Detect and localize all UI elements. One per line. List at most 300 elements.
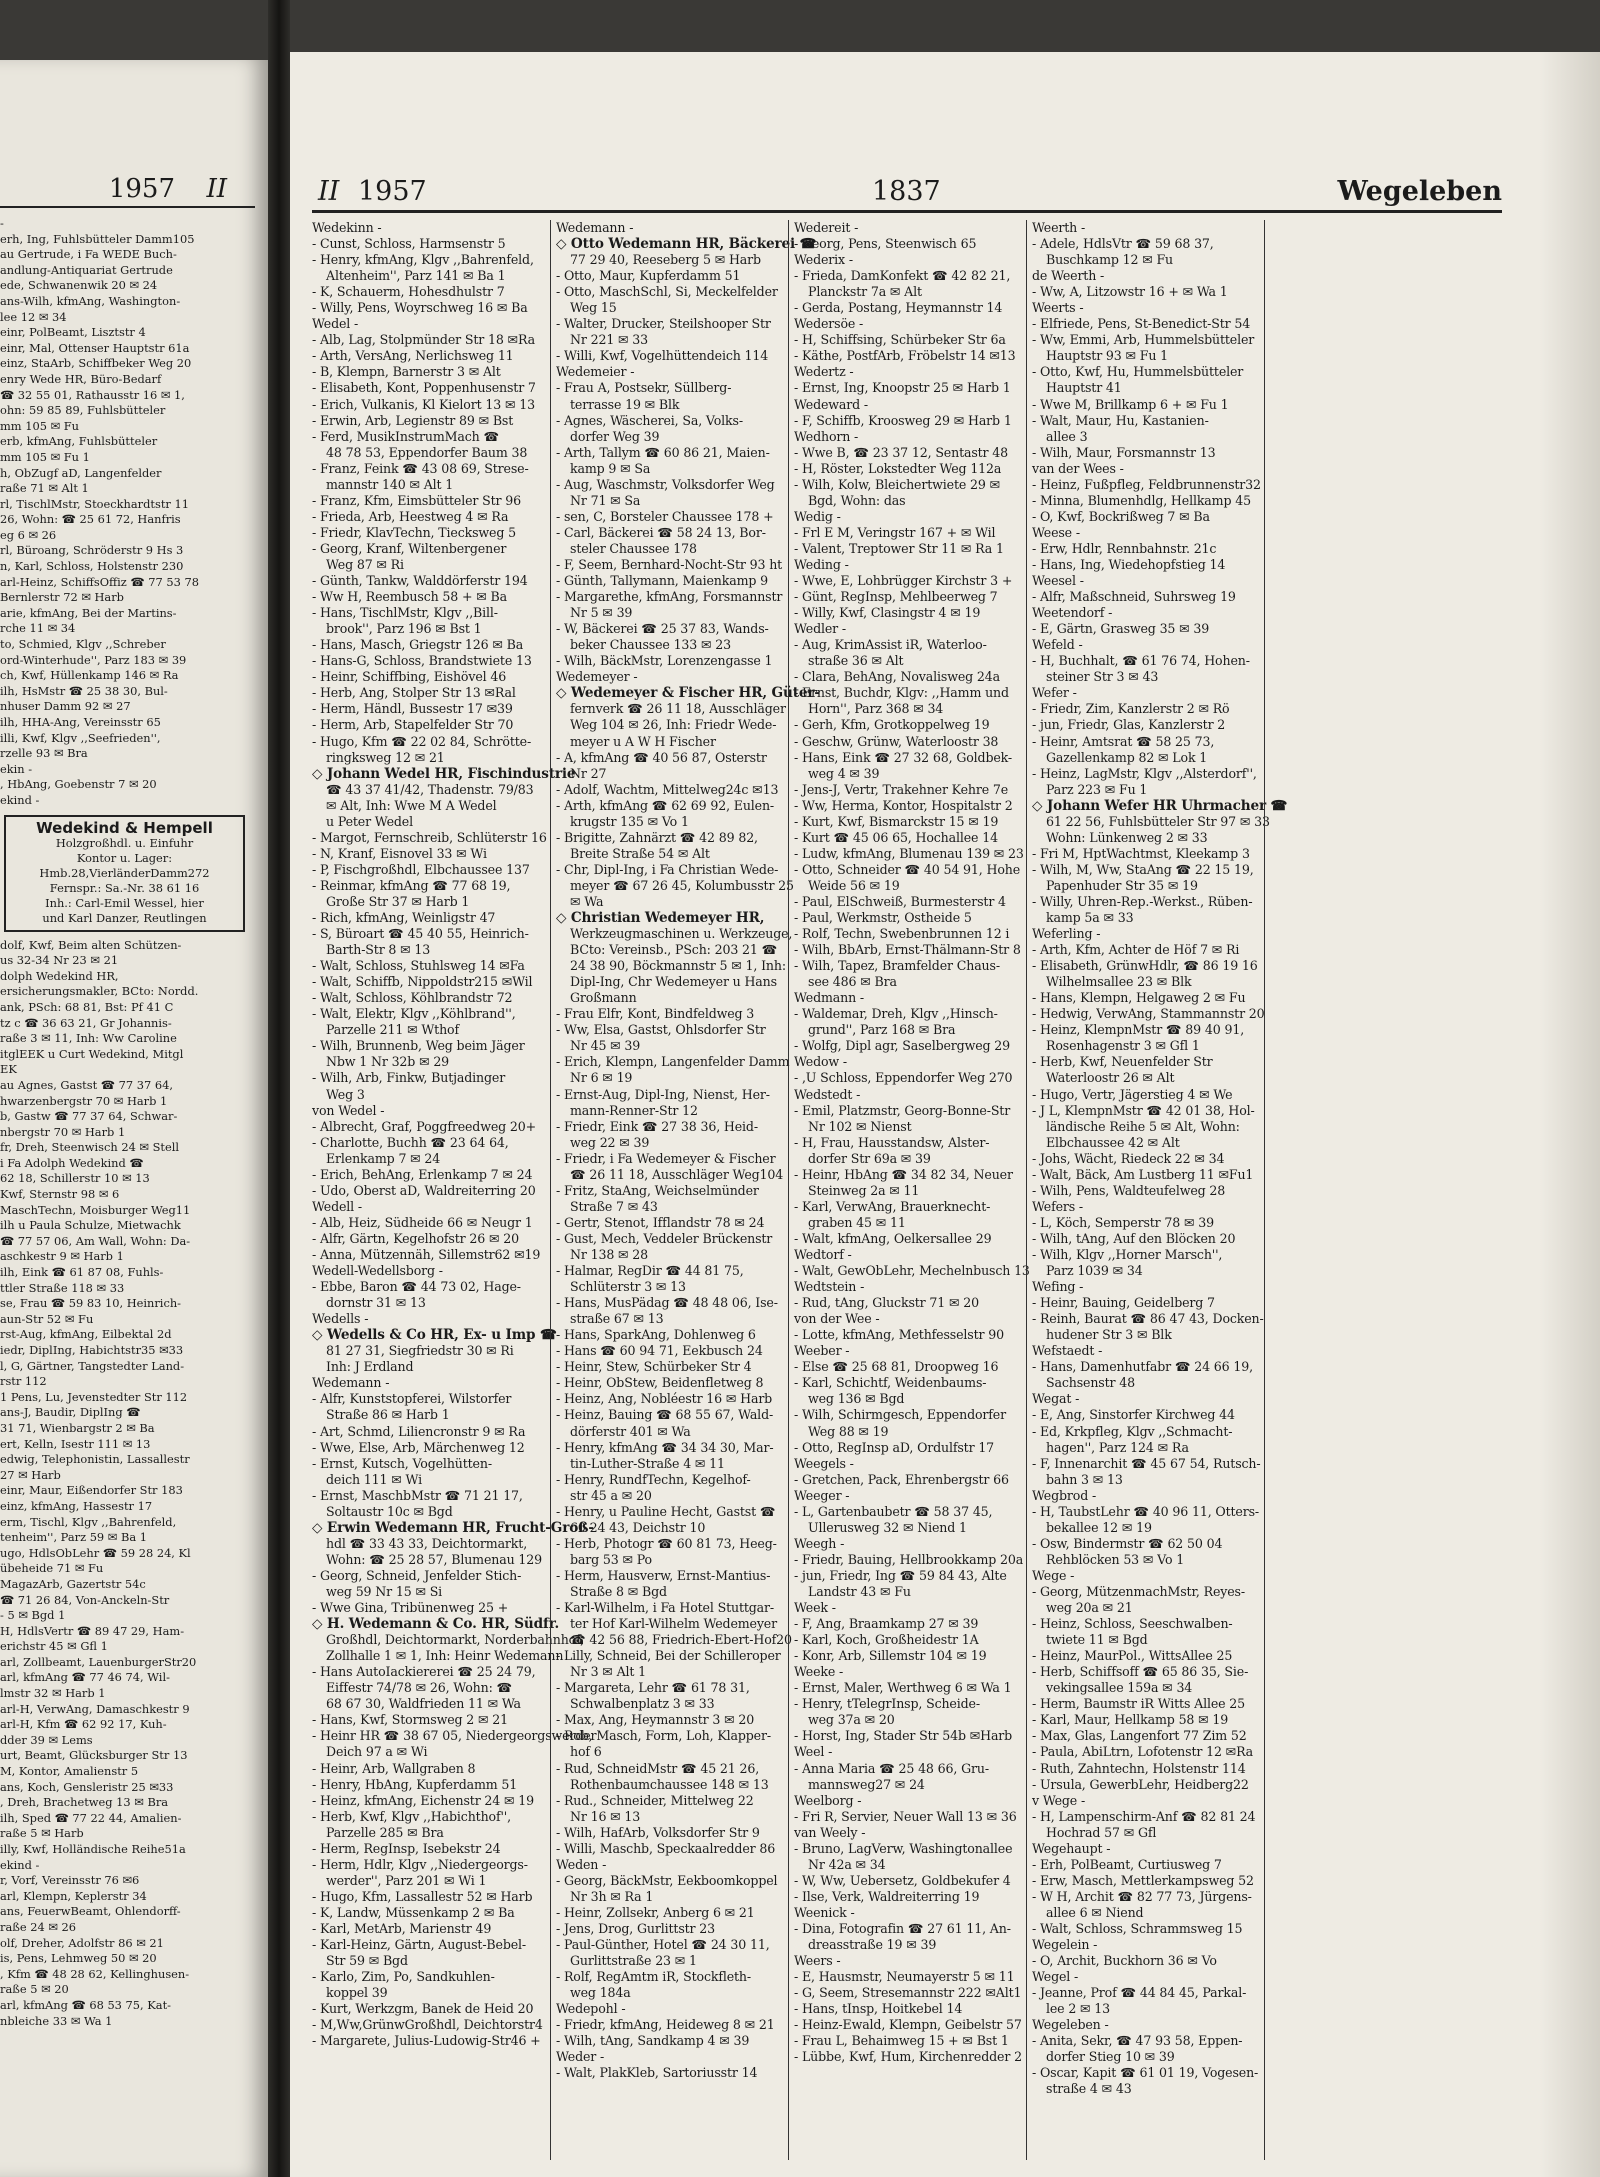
listing-line: - Herm, Baumstr iR Witts Allee 25 bbox=[1032, 1696, 1246, 1712]
left-page-line: ans, FeuerwBeamt, Ohlendorff- bbox=[0, 1904, 181, 1919]
listing-line: allee 3 bbox=[1046, 428, 1088, 444]
listing-line: vekingsallee 159a ✉ 34 bbox=[1046, 1680, 1193, 1696]
left-page-line: i Fa Adolph Wedekind ☎ bbox=[0, 1155, 144, 1170]
surname-heading: - Franz, Feink ☎ 43 08 69, Strese- bbox=[312, 460, 529, 476]
surname-heading: Weder - bbox=[556, 2049, 605, 2065]
listing-line: - N, Kranf, Eisnovel 33 ✉ Wi bbox=[312, 845, 487, 861]
surname-heading: Wedekinn - bbox=[312, 220, 382, 235]
surname-heading: Wedeward - bbox=[794, 396, 869, 412]
listing-line: - Wilh, tAng, Sandkamp 4 ✉ 39 bbox=[556, 2033, 750, 2049]
listing-line: - Frieda, DamKonfekt ☎ 42 82 21, bbox=[794, 268, 1011, 284]
left-page-line: einz, StaArb, Schiffbeker Weg 20 bbox=[0, 356, 192, 371]
listing-line: Nr 102 ✉ Nienst bbox=[808, 1118, 912, 1134]
left-page-line: raße 5 ✉ 20 bbox=[0, 1982, 69, 1997]
listing-line: Bgd, Wohn: das bbox=[808, 492, 906, 508]
advertisement-line: und Karl Danzer, Reutlingen bbox=[42, 910, 207, 925]
surname-heading: Wedereit - bbox=[794, 220, 859, 235]
listing-line: - Heinr, Amtsrat ☎ 58 25 73, bbox=[1032, 733, 1215, 749]
listing-line: - Rud, tAng, Gluckstr 71 ✉ 20 bbox=[794, 1295, 979, 1311]
listing-line: 48 78 53, Eppendorfer Baum 38 bbox=[326, 444, 528, 460]
surname-heading: Wegeleben - bbox=[1032, 2017, 1109, 2033]
listing-line: kamp 9 ✉ Sa bbox=[570, 460, 651, 476]
listing-line: beker Chaussee 133 ✉ 23 bbox=[570, 637, 731, 653]
listing-line: 81 27 31, Siegfriedstr 30 ✉ Ri bbox=[326, 1343, 514, 1359]
listing-line: - B, Klempn, Barnerstr 3 ✉ Alt bbox=[312, 364, 501, 380]
listing-line: weg 184a bbox=[570, 1985, 631, 2001]
listing-line: weg 59 Nr 15 ✉ Si bbox=[326, 1583, 443, 1599]
listing-line: - Margarethe, kfmAng, Forsmannstr bbox=[556, 589, 783, 605]
listing-line: straße 36 ✉ Alt bbox=[808, 653, 904, 669]
listing-line: Wohn: ☎ 25 28 57, Blumenau 129 bbox=[326, 1551, 542, 1567]
listing-line: tin-Luther-Straße 4 ✉ 11 bbox=[570, 1455, 725, 1471]
listing-line: - Hedwig, VerwAng, Stammannstr 20 bbox=[1032, 1006, 1265, 1022]
surname-heading: Wedig - bbox=[794, 508, 841, 524]
listing-line: Schwalbenplatz 3 ✉ 33 bbox=[570, 1696, 715, 1712]
listing-line: - Herm, Händl, Bussestr 17 ✉39 bbox=[312, 701, 513, 717]
listing-line: meyer u A W H Fischer bbox=[570, 733, 716, 749]
page-number: 1837 bbox=[872, 176, 941, 207]
surname-heading: Wedersöe - bbox=[794, 316, 864, 332]
listing-line: - Ilse, Verk, Waldreiterring 19 bbox=[794, 1888, 980, 1904]
listing-line: Sachsenstr 48 bbox=[1046, 1375, 1135, 1391]
listing-line: - Osw, Bindermstr ☎ 62 50 04 bbox=[1032, 1535, 1223, 1551]
listing-line: - Wilh, Klgv ,,Horner Marsch'', bbox=[1032, 1247, 1223, 1262]
surname-heading: - Waldemar, Dreh, Klgv ,,Hinsch- bbox=[794, 1006, 998, 1022]
advertisement-line: Kontor u. Lager: bbox=[76, 850, 173, 865]
listing-line: weg 22 ✉ 39 bbox=[570, 1134, 650, 1150]
left-page-line: ☎ 77 57 06, Am Wall, Wohn: Da- bbox=[0, 1233, 191, 1248]
left-page-line: Bernlerstr 72 ✉ Harb bbox=[0, 590, 124, 605]
listing-line: Hauptstr 93 ✉ Fu 1 bbox=[1046, 348, 1169, 364]
listing-line: - K, Schauerm, Hohesdhulstr 7 bbox=[312, 284, 505, 300]
listing-line: Nr 27 bbox=[570, 765, 607, 781]
surname-heading: - Ernst, Kutsch, Vogelhütten- bbox=[312, 1455, 492, 1471]
surname-heading: Weers - bbox=[794, 1953, 841, 1969]
surname-heading: Week - bbox=[794, 1600, 836, 1616]
listing-line: Zollhalle 1 ✉ 1, Inh: Heinr Wedemann bbox=[326, 1648, 564, 1664]
listing-line: - Wilh, M, Ww, StaAng ☎ 22 15 19, bbox=[1032, 861, 1254, 877]
listing-line: - Reinmar, kfmAng ☎ 77 68 19, bbox=[312, 877, 511, 893]
left-page-line: MaschTechn, Moisburger Weg11 bbox=[0, 1202, 191, 1217]
left-page-line: arl-Heinz, SchiffsOffiz ☎ 77 53 78 bbox=[0, 574, 199, 589]
surname-heading: Wedel - bbox=[312, 316, 359, 332]
listing-line: barg 53 ✉ Po bbox=[570, 1551, 652, 1567]
surname-heading: - Oscar, Kapit ☎ 61 01 19, Vogesen- bbox=[1032, 2065, 1259, 2081]
listing-line: - Walt, Schloss, Schrammsweg 15 bbox=[1032, 1920, 1243, 1936]
surname-heading: - Karl, VerwAng, Brauerknecht- bbox=[794, 1198, 991, 1214]
surname-heading: - S, Büroart ☎ 45 40 55, Heinrich- bbox=[312, 926, 529, 942]
left-page-line: ersicherungsmakler, BCto: Nordd. bbox=[0, 984, 199, 999]
surname-heading: Wefer - bbox=[1032, 685, 1077, 701]
listing-line: Nr 3h ✉ Ra 1 bbox=[570, 1888, 654, 1904]
left-page-line: ilh u Paula Schulze, Mietwachk bbox=[0, 1218, 181, 1233]
left-page-line: M, Kontor, Amalienstr 5 bbox=[0, 1764, 139, 1779]
left-page-line: ekin - bbox=[0, 761, 33, 776]
surname-heading: Wege - bbox=[1032, 1567, 1075, 1583]
left-page-line: - bbox=[0, 216, 4, 230]
listing-line: mann-Renner-Str 12 bbox=[570, 1102, 698, 1118]
listing-line: straße 4 ✉ 43 bbox=[1046, 2081, 1132, 2097]
surname-heading: Wefstaedt - bbox=[1032, 1343, 1103, 1359]
listing-line: - Ernst, Buchdr, Klgv: ,,Hamm und bbox=[794, 685, 1009, 701]
surname-heading: - Karlo, Zim, Po, Sandkuhlen- bbox=[312, 1969, 495, 1985]
listing-line: Werkzeugmaschinen u. Werkzeuge, bbox=[570, 926, 793, 942]
left-page-line: ede, Schwanenwik 20 ✉ 24 bbox=[0, 278, 158, 293]
surname-heading: Wegelein - bbox=[1032, 1937, 1098, 1953]
surname-heading: ◇ Erwin Wedemann HR, Frucht-Groß- bbox=[312, 1519, 594, 1536]
listing-line: Eiffestr 74/78 ✉ 26, Wohn: ☎ bbox=[326, 1680, 513, 1696]
listing-line: - Henry, u Pauline Hecht, Gastst ☎ bbox=[556, 1503, 776, 1519]
left-page-line: eg 6 ✉ 26 bbox=[0, 527, 57, 542]
listing-line: - Hans, tInsp, Hoitkebel 14 bbox=[794, 2001, 963, 2017]
left-page-line: olf, Dreher, Adolfstr 86 ✉ 21 bbox=[0, 1935, 164, 1950]
left-page-line: ekind - bbox=[0, 792, 40, 807]
listing-line: - Alb, Heiz, Südheide 66 ✉ Neugr 1 bbox=[312, 1214, 533, 1230]
listing-line: Steinweg 2a ✉ 11 bbox=[808, 1182, 920, 1198]
listing-line: lee 2 ✉ 13 bbox=[1046, 2001, 1111, 2017]
surname-heading: Weegh - bbox=[794, 1535, 845, 1551]
left-page-line: itglEEK u Curt Wedekind, Mitgl bbox=[0, 1046, 184, 1061]
left-page-line: 27 ✉ Harb bbox=[0, 1467, 61, 1482]
listing-line: - Adele, HdlsVtr ☎ 59 68 37, bbox=[1032, 236, 1214, 252]
listing-line: - Max, Ang, Heymannstr 3 ✉ 20 bbox=[556, 1712, 755, 1728]
left-page-line: ch, Kwf, Hüllenkamp 146 ✉ Ra bbox=[0, 668, 179, 683]
listing-line: ◇ H. Wedemann & Co. HR, Südfr. bbox=[312, 1616, 560, 1633]
surname-heading: - Willy, Uhren-Rep.-Werkst., Rüben- bbox=[1032, 893, 1253, 909]
surname-heading: - Wilh, Tapez, Bramfelder Chaus- bbox=[794, 958, 1000, 974]
left-page-line: ilh, Sped ☎ 77 22 44, Amalien- bbox=[0, 1810, 182, 1825]
left-page-line: rche 11 ✉ 34 bbox=[0, 621, 76, 636]
listing-line: Soltaustr 10c ✉ Bgd bbox=[326, 1503, 453, 1519]
listing-line: - Udo, Oberst aD, Waldreiterring 20 bbox=[312, 1182, 536, 1198]
left-page-line: - 5 ✉ Bgd 1 bbox=[0, 1608, 66, 1623]
listing-line: - Franz, Kfm, Eimsbütteler Str 96 bbox=[312, 492, 521, 508]
listing-line: - Friedr, KlavTechn, Tiecksweg 5 bbox=[312, 524, 516, 540]
listing-line: - Arth, Kfm, Achter de Höf 7 ✉ Ri bbox=[1032, 942, 1240, 958]
listing-line: Hauptstr 41 bbox=[1046, 380, 1122, 396]
left-page-line: mm 105 ✉ Fu 1 bbox=[0, 449, 90, 464]
listing-line: Waterloostr 26 ✉ Alt bbox=[1046, 1070, 1175, 1086]
listing-line: dorfer Weg 39 bbox=[570, 428, 660, 444]
book-gutter bbox=[268, 0, 290, 2177]
surname-heading: - Arth, Tallym ☎ 60 86 21, Maien- bbox=[556, 444, 770, 460]
listing-line: - Wwe M, Brillkamp 6 + ✉ Fu 1 bbox=[1032, 396, 1229, 412]
surname-heading: - W, Bäckerei ☎ 25 37 83, Wands- bbox=[556, 621, 769, 637]
listing-line: dorfer Str 69a ✉ 39 bbox=[808, 1150, 931, 1166]
listing-line: - Cunst, Schloss, Harmsenstr 5 bbox=[312, 236, 506, 252]
listing-line: - Karl, Maur, Hellkamp 58 ✉ 19 bbox=[1032, 1712, 1229, 1728]
listing-line: - G, Seem, Stresemannstr 222 ✉Alt1 bbox=[794, 1985, 1022, 2001]
listing-line: - Herm, Arb, Stapelfelder Str 70 bbox=[312, 717, 514, 733]
left-page-line: ans, Koch, Gensleristr 25 ✉33 bbox=[0, 1779, 174, 1794]
surname-heading: ◇ Wedemeyer & Fischer HR, Güter- bbox=[556, 685, 820, 702]
surname-heading: Weetendorf - bbox=[1032, 605, 1113, 621]
listing-line: - Heinz, Fußpfleg, Feldbrunnenstr32 bbox=[1032, 476, 1261, 492]
surname-heading: Wefeld - bbox=[1032, 637, 1083, 653]
left-page-line: nbergstr 70 ✉ Harb 1 bbox=[0, 1124, 126, 1139]
listing-line: Buschkamp 12 ✉ Fu bbox=[1046, 252, 1174, 268]
listing-line: - Walt, Bäck, Am Lustberg 11 ✉Fu1 bbox=[1032, 1166, 1254, 1182]
listing-line: - O, Archit, Buckhorn 36 ✉ Vo bbox=[1032, 1953, 1217, 1969]
surname-heading: - H, Buchhalt, ☎ 61 76 74, Hohen- bbox=[1032, 653, 1250, 669]
listing-line: - F, Seem, Bernhard-Nocht-Str 93 ht bbox=[556, 556, 783, 572]
listing-line: dornstr 31 ✉ 13 bbox=[326, 1295, 426, 1311]
surname-heading: de Weerth - bbox=[1032, 268, 1105, 284]
left-page-line: Kwf, Sternstr 98 ✉ 6 bbox=[0, 1187, 120, 1202]
listing-line: - O, Kwf, Bockrißweg 7 ✉ Ba bbox=[1032, 508, 1210, 524]
listing-line: Hochrad 57 ✉ Gfl bbox=[1046, 1824, 1157, 1840]
listing-line: - Ww H, Reembusch 58 + ✉ Ba bbox=[312, 589, 507, 605]
listing-line: steiner Str 3 ✉ 43 bbox=[1046, 669, 1159, 685]
listing-line: allee 6 ✉ Niend bbox=[1046, 1904, 1144, 1920]
left-page-line: raße 3 ✉ 11, Inh: Ww Caroline bbox=[0, 1031, 177, 1046]
surname-heading: Wegbrod - bbox=[1032, 1487, 1097, 1503]
listing-line: - Alfr, Kunststopferei, Wilstorfer bbox=[312, 1391, 512, 1407]
surname-heading: Weenick - bbox=[794, 1904, 855, 1920]
surname-heading: Weelborg - bbox=[794, 1792, 862, 1808]
listing-line: 60 24 43, Deichstr 10 bbox=[570, 1519, 706, 1535]
listing-line: Breite Straße 54 ✉ Alt bbox=[570, 845, 710, 861]
advertisement-box bbox=[4, 815, 245, 932]
listing-line: - A, kfmAng ☎ 40 56 87, Osterstr bbox=[556, 749, 767, 765]
surname-heading: van Weely - bbox=[794, 1824, 866, 1840]
listing-line: Papenhuder Str 35 ✉ 19 bbox=[1046, 877, 1198, 893]
surname-heading: - Jeanne, Prof ☎ 44 84 45, Parkal- bbox=[1032, 1985, 1247, 2001]
listing-line: - Hans ☎ 60 94 71, Eekbusch 24 bbox=[556, 1343, 763, 1359]
listing-line: - L, Köch, Semperstr 78 ✉ 39 bbox=[1032, 1214, 1214, 1230]
listing-line: - Wwe B, ☎ 23 37 12, Sentastr 48 bbox=[794, 444, 1009, 460]
listing-line: - Karl, Koch, Großheidestr 1A bbox=[794, 1632, 979, 1648]
listing-line: - Walt, PlakKleb, Sartoriusstr 14 bbox=[556, 2065, 758, 2081]
listing-line: - Hans, Ing, Wiedehopfstieg 14 bbox=[1032, 556, 1226, 572]
listing-line: - Johs, Wächt, Riedeck 22 ✉ 34 bbox=[1032, 1150, 1225, 1166]
left-page-line: ttler Straße 118 ✉ 33 bbox=[0, 1280, 125, 1295]
listing-line: koppel 39 bbox=[326, 1985, 388, 2001]
left-page-line: erm, Tischl, Klgv ,,Bahrenfeld, bbox=[0, 1514, 177, 1529]
left-page-line: raße 24 ✉ 26 bbox=[0, 1919, 76, 1934]
listing-line: - Günth, Tallymann, Maienkamp 9 bbox=[556, 573, 769, 589]
listing-line: Rehblöcken 53 ✉ Vo 1 bbox=[1046, 1551, 1185, 1567]
left-page-line: ans-J, Baudir, DiplIng ☎ bbox=[0, 1405, 141, 1420]
listing-line: Große Str 37 ✉ Harb 1 bbox=[326, 893, 470, 909]
listing-line: - Gerda, Postang, Heymannstr 14 bbox=[794, 300, 1003, 316]
listing-line: Nr 221 ✉ 33 bbox=[570, 332, 649, 348]
surname-heading: Wegel - bbox=[1032, 1969, 1079, 1985]
listing-line: Nbw 1 Nr 32b ✉ 29 bbox=[326, 1054, 450, 1070]
listing-line: - Ernst, MaschbMstr ☎ 71 21 17, bbox=[312, 1487, 523, 1503]
listing-line: - Elisabeth, Kont, Poppenhusenstr 7 bbox=[312, 380, 536, 396]
listing-line: Str 59 ✉ Bgd bbox=[326, 1953, 408, 1969]
surname-heading: - Aug, KrimAssist iR, Waterloo- bbox=[794, 637, 987, 653]
left-page-line: lee 12 ✉ 34 bbox=[0, 309, 67, 324]
surname-heading: - Rolf, RegAmtm iR, Stockfleth- bbox=[556, 1969, 751, 1985]
left-page-line: mm 105 ✉ Fu bbox=[0, 418, 79, 433]
left-page-line: dder 39 ✉ Lems bbox=[0, 1732, 93, 1747]
listing-line: ter Hof Karl-Wilhelm Wedemeyer bbox=[570, 1616, 777, 1632]
listing-line: - H, Röster, Lokstedter Weg 112a bbox=[794, 460, 1002, 476]
listing-line: - Frl E M, Veringstr 167 + ✉ Wil bbox=[794, 524, 996, 540]
listing-column-5 bbox=[1264, 220, 1502, 2160]
listing-line: - Ferd, MusikInstrumMach ☎ bbox=[312, 428, 500, 444]
left-page-line: einz, kfmAng, Hassestr 17 bbox=[0, 1498, 153, 1513]
listing-line: - Günth, Tankw, Walddörferstr 194 bbox=[312, 573, 528, 589]
left-page-line: MagazArb, Gazertstr 54c bbox=[0, 1576, 146, 1591]
left-page-line: fr, Dreh, Steenwisch 24 ✉ Stell bbox=[0, 1140, 180, 1155]
surname-heading: Wedow - bbox=[794, 1054, 848, 1070]
listing-line: - Kurt ☎ 45 06 65, Hochallee 14 bbox=[794, 829, 998, 845]
listing-line: - Wilh, HafArb, Volksdorfer Str 9 bbox=[556, 1824, 760, 1840]
listing-line: - Emil, Platzmstr, Georg-Bonne-Str bbox=[794, 1102, 1011, 1118]
left-page-line: erh, Ing, Fuhlsbütteler Damm105 bbox=[0, 231, 195, 246]
listing-line: steler Chaussee 178 bbox=[570, 540, 697, 556]
left-page-line: arl-H, Kfm ☎ 62 92 17, Kuh- bbox=[0, 1717, 167, 1732]
surname-heading: Weel - bbox=[794, 1744, 833, 1760]
page-part: II bbox=[318, 176, 340, 207]
listing-line: - Hugo, Kfm, Lassallestr 52 ✉ Harb bbox=[312, 1888, 533, 1904]
left-page-line: r, Vorf, Vereinsstr 76 ✉6 bbox=[0, 1873, 140, 1888]
surname-heading: Wedemann - bbox=[312, 1375, 390, 1391]
listing-line: Schlüterstr 3 ✉ 13 bbox=[570, 1279, 686, 1295]
listing-line: Straße 86 ✉ Harb 1 bbox=[326, 1407, 450, 1423]
listing-line: - Aug, Waschmstr, Volksdorfer Weg bbox=[556, 476, 775, 492]
surname-heading: Wedhorn - bbox=[794, 428, 859, 444]
surname-heading: - Anna Maria ☎ 25 48 66, Gru- bbox=[794, 1760, 989, 1776]
listing-line: - Wilh, BäckMstr, Lorenzengasse 1 bbox=[556, 653, 773, 669]
listing-line: - Erich, Klempn, Langenfelder Damm bbox=[556, 1054, 790, 1070]
surname-heading: Wefers - bbox=[1032, 1198, 1084, 1214]
surname-heading: Weding - bbox=[794, 556, 849, 572]
listing-line: bekallee 12 ✉ 19 bbox=[1046, 1519, 1152, 1535]
left-page-line: tz c ☎ 36 63 21, Gr Johannis- bbox=[0, 1015, 172, 1030]
listing-line: - Lübbe, Kwf, Hum, Kirchenredder 2 bbox=[794, 2049, 1022, 2065]
listing-line: brook'', Parz 196 ✉ Bst 1 bbox=[326, 621, 482, 637]
left-page-line: arie, kfmAng, Bei der Martins- bbox=[0, 605, 177, 620]
listing-line: - Erich, BehAng, Erlenkamp 7 ✉ 24 bbox=[312, 1166, 533, 1182]
listing-line: - Anna, Mützennäh, Sillemstr62 ✉19 bbox=[312, 1247, 541, 1262]
listing-line: ◇ Christian Wedemeyer HR, bbox=[556, 910, 765, 927]
left-page-line: 1 Pens, Lu, Jevenstedter Str 112 bbox=[0, 1389, 188, 1404]
left-page-line: erb, kfmAng, Fuhlsbütteler bbox=[0, 434, 158, 449]
listing-line: mannstr 140 ✉ Alt 1 bbox=[326, 476, 454, 492]
listing-line: - Heinz, KlempnMstr ☎ 89 40 91, bbox=[1032, 1022, 1245, 1038]
listing-line: - Otto, MaschSchl, Si, Meckelfelder bbox=[556, 284, 778, 300]
listing-line: - Margarete, Julius-Ludowig-Str46 + bbox=[312, 2033, 541, 2049]
listing-line: - Georg, BäckMstr, Eekboomkoppel bbox=[556, 1872, 778, 1888]
listing-line: - Hans, Damenhutfabr ☎ 24 66 19, bbox=[1032, 1359, 1253, 1375]
listing-line: - Art, Schmd, Liliencronstr 9 ✉ Ra bbox=[312, 1423, 526, 1439]
listing-line: - Margot, Fernschreib, Schlüterstr 16 bbox=[312, 829, 547, 845]
listing-line: - Walt, Schloss, Stuhlsweg 14 ✉Fa bbox=[312, 958, 525, 974]
listing-line: - Paul-Günther, Hotel ☎ 24 30 11, bbox=[556, 1937, 770, 1953]
listing-line: Nr 6 ✉ 19 bbox=[570, 1070, 633, 1086]
surname-heading: Wedells - bbox=[312, 1311, 369, 1327]
left-page-line: arl, Klempn, Keplerstr 34 bbox=[0, 1888, 147, 1903]
listing-line: Parz 1039 ✉ 34 bbox=[1046, 1263, 1143, 1279]
listing-line: grund'', Parz 168 ✉ Bra bbox=[808, 1022, 956, 1038]
listing-line: - W, Ww, Uebersetz, Goldbekufer 4 bbox=[794, 1872, 1011, 1888]
surname-heading: Weerth - bbox=[1032, 220, 1086, 235]
listing-line: - Alfr, Gärtn, Kegelhofstr 26 ✉ 20 bbox=[312, 1230, 519, 1246]
listing-line: - Frau L, Behaimweg 15 + ✉ Bst 1 bbox=[794, 2033, 1009, 2049]
page-header bbox=[312, 170, 1502, 213]
surname-heading: - Heinz, Bauing ☎ 68 55 67, Wald- bbox=[556, 1407, 774, 1423]
listing-line: - Walt, kfmAng, Oelkersallee 29 bbox=[794, 1230, 992, 1246]
left-page-line: ilh, HHA-Ang, Vereinsstr 65 bbox=[0, 715, 161, 729]
left-page-fragment bbox=[0, 60, 268, 2177]
surname-heading: Weeke - bbox=[794, 1664, 844, 1680]
listing-line: - Gerh, Kfm, Grotkoppelweg 19 bbox=[794, 717, 990, 733]
left-page-line: au Gertrude, i Fa WEDE Buch- bbox=[0, 247, 177, 262]
listing-line: hof 6 bbox=[570, 1744, 602, 1760]
left-page-line: tenheim'', Parz 59 ✉ Ba 1 bbox=[0, 1530, 147, 1545]
surname-heading: Wedmann - bbox=[794, 990, 865, 1006]
listing-line: - Rich, kfmAng, Weinligstr 47 bbox=[312, 910, 496, 926]
listing-line: - Willi, Kwf, Vogelhüttendeich 114 bbox=[556, 348, 769, 364]
surname-heading: Weerts - bbox=[1032, 300, 1084, 316]
listing-line: - Lilly, Schneid, Bei der Schilleroper bbox=[556, 1648, 781, 1664]
listing-line: dorfer Stieg 10 ✉ 39 bbox=[1046, 2049, 1175, 2065]
listing-line: - Erich, Vulkanis, Kl Kielort 13 ✉ 13 bbox=[312, 396, 535, 412]
listing-line: - Karl, MetArb, Marienstr 49 bbox=[312, 1920, 492, 1936]
listing-line: - Clara, BehAng, Novalisweg 24a bbox=[794, 669, 1000, 685]
listing-line: Großhdl, Deichtormarkt, Norderbahnhof, bbox=[326, 1632, 585, 1648]
left-page-line: ilh, Eink ☎ 61 87 08, Fuhls- bbox=[0, 1265, 164, 1280]
listing-line: - Hans, SparkAng, Dohlenweg 6 bbox=[556, 1327, 756, 1343]
listing-line: Nr 42a ✉ 34 bbox=[808, 1856, 886, 1872]
left-page-line: rl, TischlMstr, Stoeckhardtstr 11 bbox=[0, 496, 189, 511]
surname-heading: Wedstedt - bbox=[794, 1086, 861, 1102]
listing-line: - Konr, Arb, Sillemstr 104 ✉ 19 bbox=[794, 1648, 987, 1664]
listing-line: Straße 8 ✉ Bgd bbox=[570, 1583, 667, 1599]
listing-line: - Wwe Gina, Tribünenweg 25 + bbox=[312, 1600, 509, 1616]
listing-line: - Otto, RegInsp aD, Ordulfstr 17 bbox=[794, 1439, 995, 1455]
surname-heading: van der Wees - bbox=[1032, 460, 1124, 476]
listing-line: Nr 16 ✉ 13 bbox=[570, 1808, 641, 1824]
listing-line: - Walt, Schiffb, Nippoldstr215 ✉Wil bbox=[312, 974, 533, 990]
surname-heading: - Henry, tTelegrInsp, Scheide- bbox=[794, 1696, 980, 1712]
listing-line: - Heinr, Arb, Wallgraben 8 bbox=[312, 1760, 476, 1776]
surname-heading: Wedemeier - bbox=[556, 364, 635, 380]
left-page-listing bbox=[0, 216, 255, 2029]
listing-line: kamp 5a ✉ 33 bbox=[1046, 910, 1134, 926]
surname-heading: - H, Frau, Hausstandsw, Alster- bbox=[794, 1134, 990, 1150]
surname-heading: - Herm, Hausverw, Ernst-Mantius- bbox=[556, 1567, 771, 1583]
left-page-line: l, G, Gärtner, Tangstedter Land- bbox=[0, 1358, 185, 1373]
listing-line: - Walt, Schloss, Köhlbrandstr 72 bbox=[312, 990, 513, 1006]
listing-line: - E, Hausmstr, Neumayerstr 5 ✉ 11 bbox=[794, 1969, 1015, 1985]
left-page-line: ans-Wilh, kfmAng, Washington- bbox=[0, 293, 181, 308]
listing-line: - Frieda, Arb, Heestweg 4 ✉ Ra bbox=[312, 508, 509, 524]
listing-line: ländische Reihe 5 ✉ Alt, Wohn: bbox=[1046, 1118, 1240, 1134]
listing-line: - K, Landw, Müssenkamp 2 ✉ Ba bbox=[312, 1904, 515, 1920]
listing-line: Elbchaussee 42 ✉ Alt bbox=[1046, 1134, 1180, 1150]
advertisement-line: Fernspr.: Sa.-Nr. 38 61 16 bbox=[49, 880, 200, 895]
surname-heading: Wedepohl - bbox=[556, 2001, 626, 2017]
listing-line: hdl ☎ 33 43 33, Deichtormarkt, bbox=[326, 1535, 528, 1551]
listing-line: BCto: Vereinsb., PSch: 203 21 ☎ bbox=[570, 942, 778, 958]
listing-line: Parzelle 211 ✉ Wthof bbox=[326, 1022, 459, 1038]
surname-heading: Wedemeyer - bbox=[556, 669, 638, 685]
listing-column-3 bbox=[788, 220, 1030, 2160]
surname-heading: Wegat - bbox=[1032, 1391, 1080, 1407]
listing-line: Dipl-Ing, Chr Wedemeyer u Hans bbox=[570, 974, 777, 990]
left-page-line: au Agnes, Gastst ☎ 77 37 64, bbox=[0, 1077, 173, 1092]
listing-line: - Arth, VersAng, Nerlichsweg 11 bbox=[312, 348, 514, 364]
listing-line: - Wolfg, Dipl agr, Saselbergweg 29 bbox=[794, 1038, 1011, 1054]
listing-line: - Friedr, i Fa Wedemeyer & Fischer bbox=[556, 1150, 776, 1166]
listing-line: - Hans-G, Schloss, Brandstwiete 13 bbox=[312, 653, 532, 669]
listing-line: - Willy, Kwf, Clasingstr 4 ✉ 19 bbox=[794, 605, 981, 621]
